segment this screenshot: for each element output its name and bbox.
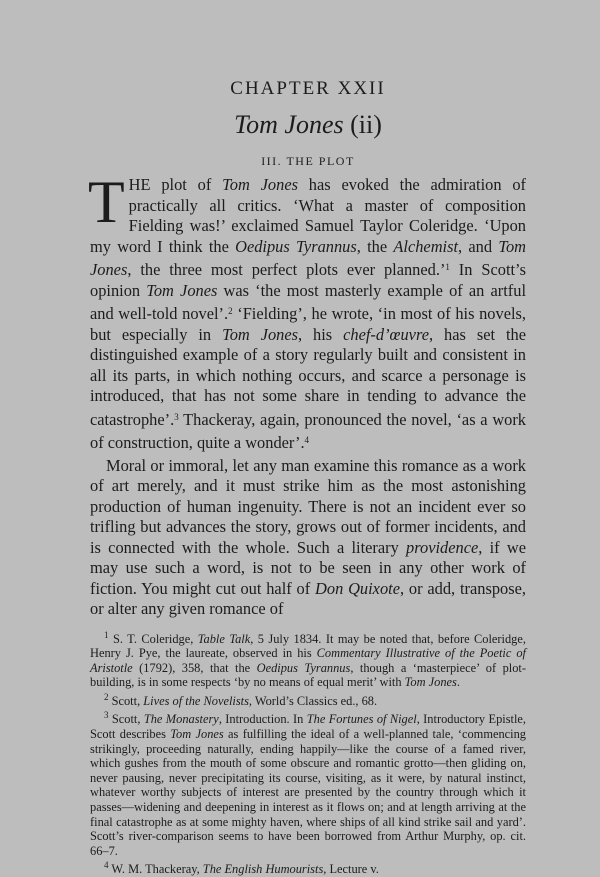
footnotes	[90, 628, 526, 877]
footnote-ref-3: 3	[174, 412, 179, 422]
section-heading: III. THE PLOT	[90, 154, 526, 169]
footnote-ref-4: 4	[305, 435, 310, 445]
drop-cap: T	[88, 179, 125, 225]
chapter-title: Tom Jones (ii)	[90, 110, 526, 140]
footnote-2: $^2$ Scott, Lives of the Novelists, World’s Classics ed., 68.	[90, 690, 526, 709]
footnote-ref-1: 1	[445, 262, 450, 272]
paragraph-2: Moral or immoral, let any man examine this romance as a work of art merely, and it must strike him as the most astonishing production of human ingenuity. There is not an incident ever so trifling but advances the story, grows out of former incidents, and is connected with the whole. Such a literary providence, if we may use such a word, is not to be seen in any other work of fiction. You might cut out half of Don Quixote, or add, transpose, or alter any given romance of	[90, 456, 526, 620]
footnote-ref-2: 2	[228, 306, 233, 316]
footnote-1: $^1$ S. T. Coleridge, Table Talk, 5 July 1834. It may be noted that, before Coleridge, Henry J. Pye, the laureate, observed in his Commentary Illustrative of the Poetic of Aristotle (1792), 358, that the Oedipus Tyrannus, though a ‘masterpiece’ of plot-building, is in some respects ‘by no means of equal merit’ with Tom Jones.	[90, 628, 526, 690]
footnote-4: $^4$ W. M. Thackeray, The English Humourists, Lecture v.	[90, 858, 526, 877]
paragraph-1: THE plot of Tom Jones has evoked the admiration of practically all critics. ‘What a master of composition Fielding was!’ exclaimed Samuel Taylor Coleridge. ‘Upon my word I think the Oedipus Tyrannus, the Alchemist, and Tom Jones, the three most perfect plots ever planned.’$^1$ In Scott’s opinion Tom Jones was ‘the most masterly example of an artful and well-told novel’.$^2$ ‘Fielding’, he wrote, ‘in most of his novels, but especially in Tom Jones, his chef-d’œuvre, has set the distinguished example of a story regularly built and consistent in all its parts, in which nothing occurs, and scarce a personage is introduced, that has not some share in tending to advance the catastrophe’.$^3$ Thackeray, again, pronounced the novel, ‘as a work of construction, quite a wonder’.$^4$	[90, 175, 526, 454]
chapter-number: CHAPTER XXII	[90, 78, 526, 100]
footnote-3: $^3$ Scott, The Monastery, Introduction. In The Fortunes of Nigel, Introductory Epistle, Scott describes Tom Jones as fulfilling the ideal of a well-planned tale, ‘commencing strikingly, proceeding naturally, ending happily—like the course of a famed river, which gushes from the mouth of some obscure and romantic grotto—then gliding on, never pausing, never precipitating its course, visiting, as it were, by natural instinct, whatever worthy subjects of interest are presented by the country through which it passes—widening and deepening in interest as it flows on; and at length arriving at the final catastrophe as at some mighty haven, where ships of all kind strike sail and yard’. Scott’s river-comparison seems to have been borrowed from Arthur Murphy, op. cit. 66–7.	[90, 708, 526, 858]
